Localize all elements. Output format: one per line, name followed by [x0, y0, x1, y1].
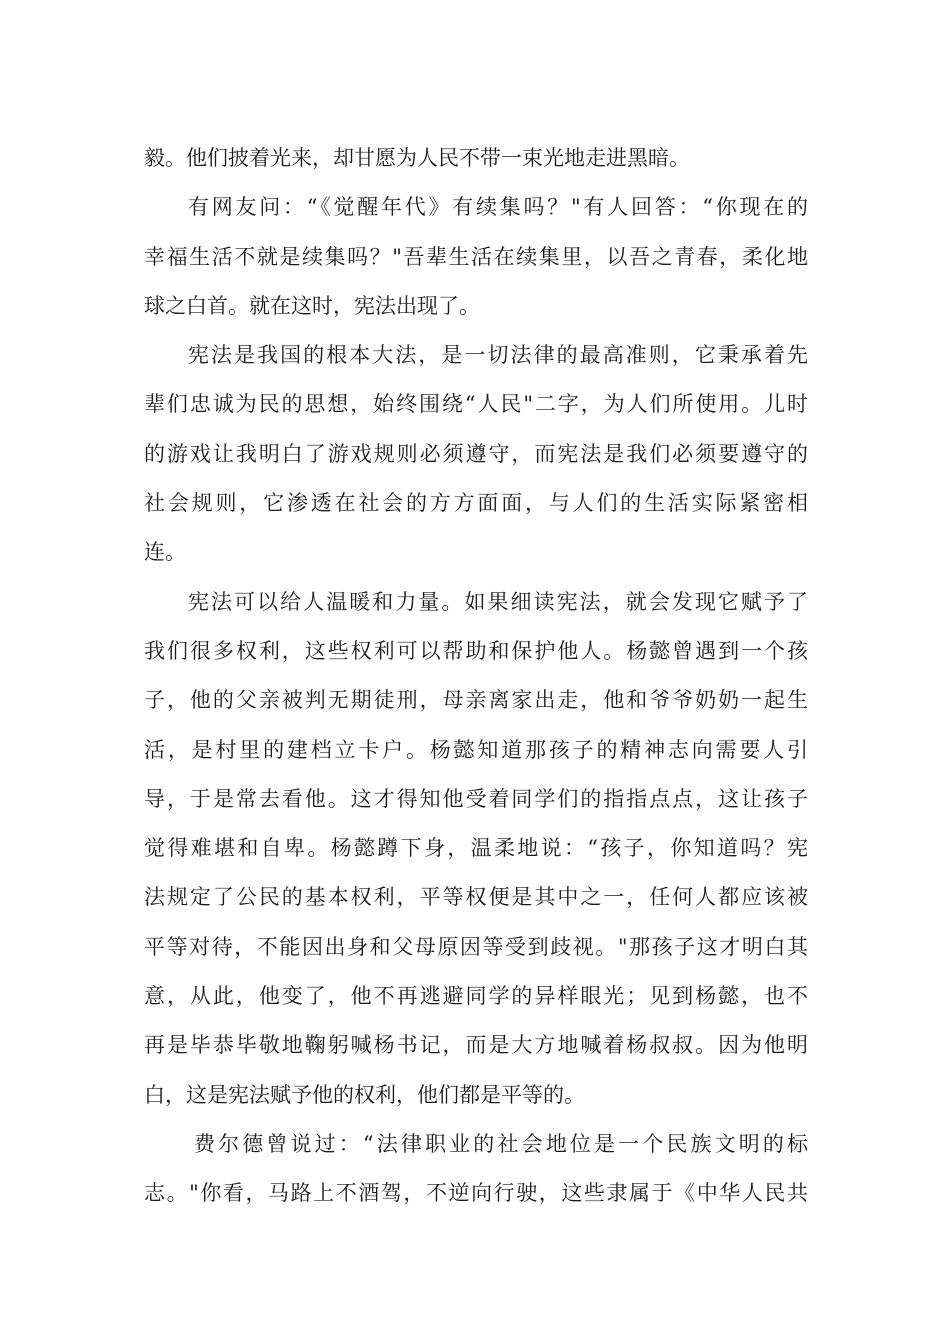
text-line: 有网友问：“《觉醒年代》有续集吗？"有人回答：“你现在的 — [188, 195, 808, 220]
text-line: 意，从此，他变了，他不再逃避同学的异样眼光；见到杨懿，也不 — [144, 984, 808, 1009]
text-line: 球之白首。就在这时，宪法出现了。 — [144, 293, 480, 318]
text-line: 我们很多权利，这些权利可以帮助和保护他人。杨懿曾遇到一个孩 — [144, 638, 808, 663]
body-text — [144, 134, 808, 1219]
text-line: 毅。他们披着光来，却甘愿为人民不带一束光地走进黑暗。 — [144, 146, 690, 170]
text-line: 觉得难堪和自卑。杨懿蹲下身，温柔地说：“孩子，你知道吗？宪 — [144, 836, 808, 861]
text-line: 子，他的父亲被判无期徒刑，母亲离家出走，他和爷爷奶奶一起生 — [144, 688, 808, 713]
text-line: 的游戏让我明白了游戏规则必须遵守，而宪法是我们必须要遵守的 — [144, 441, 808, 466]
text-line: 平等对待，不能因出身和父母原因等受到歧视。"那孩子这才明白其 — [144, 934, 808, 959]
text-line: 费尔德曾说过：“法律职业的社会地位是一个民族文明的标 — [194, 1131, 808, 1156]
text-line: 社会规则，它渗透在社会的方方面面，与人们的生活实际紧密相 — [144, 491, 808, 516]
text-line: 宪法可以给人温暖和力量。如果细读宪法，就会发现它赋予了 — [188, 589, 808, 614]
text-line: 再是毕恭毕敬地鞠躬喊杨书记，而是大方地喊着杨叔叔。因为他明 — [144, 1033, 808, 1058]
text-line: 活，是村里的建档立卡户。杨懿知道那孩子的精神志向需要人引 — [144, 737, 808, 762]
text-line: 志。"你看，马路上不酒驾，不逆向行驶，这些隶属于《中华人民共 — [144, 1181, 808, 1206]
text-line: 导，于是常去看他。这才得知他受着同学们的指指点点，这让孩子 — [144, 786, 808, 811]
text-line: 法规定了公民的基本权利，平等权便是其中之一，任何人都应该被 — [144, 885, 808, 910]
text-line: 幸福生活不就是续集吗？"吾辈生活在续集里，以吾之青春，柔化地 — [144, 244, 808, 269]
text-line: 辈们忠诚为民的思想，始终围绕“人民"二字，为人们所使用。儿时 — [144, 392, 808, 417]
text-line: 宪法是我国的根本大法，是一切法律的最高准则，它秉承着先 — [188, 343, 808, 368]
text-line: 白，这是宪法赋予他的权利，他们都是平等的。 — [144, 1082, 585, 1107]
text-line: 连。 — [144, 540, 186, 565]
